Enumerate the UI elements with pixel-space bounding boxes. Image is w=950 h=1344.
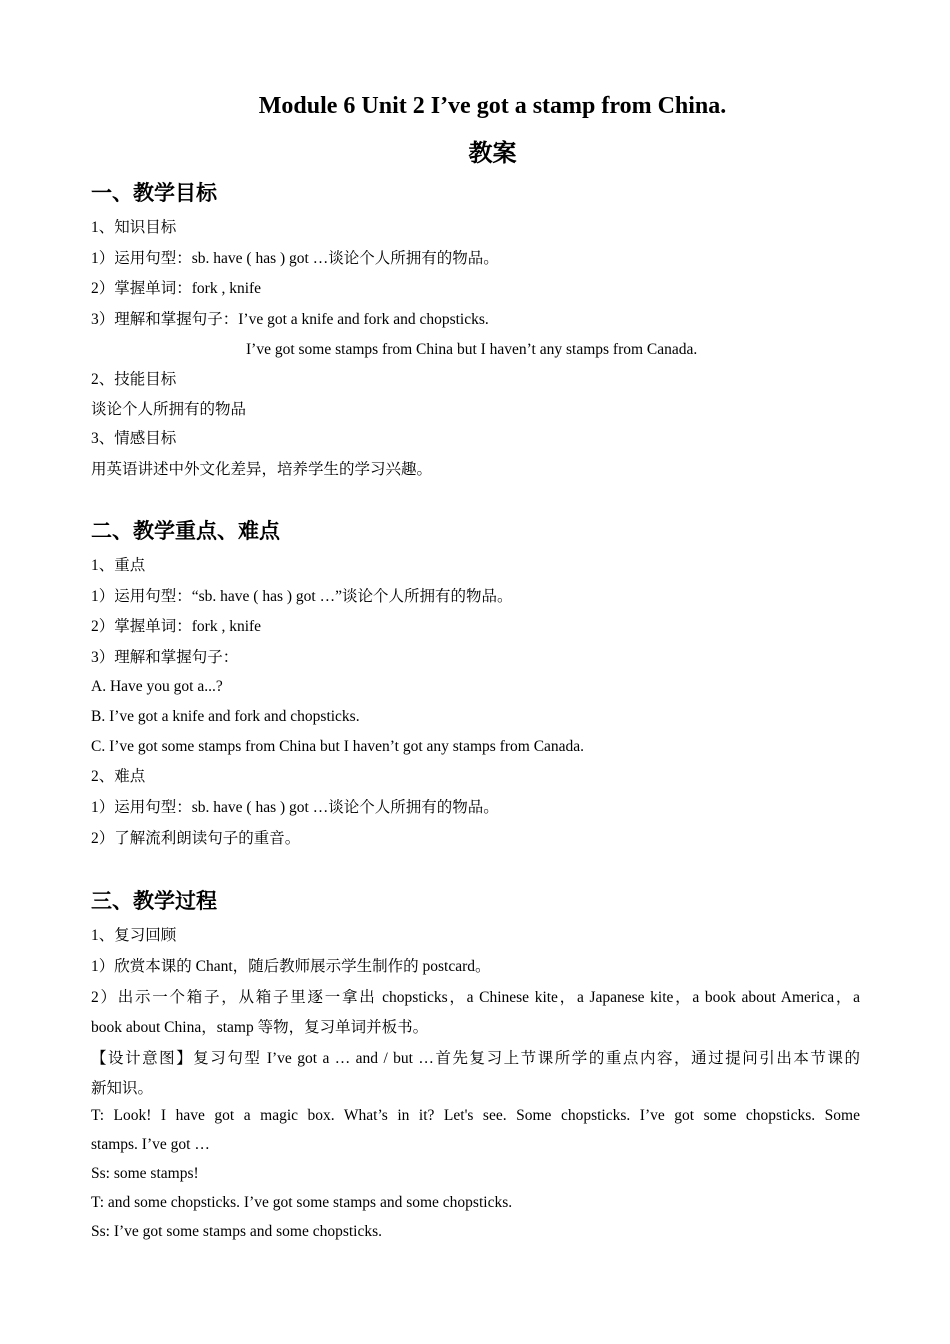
paragraph-line: 3）理解和掌握句子：I’ve got a knife and fork and chopsticks. bbox=[91, 311, 489, 328]
section-heading-process: 三、教学过程 bbox=[91, 889, 217, 913]
dialogue-line: T: and some chopsticks. I’ve got some stamps and some chopsticks. bbox=[91, 1194, 513, 1211]
document-subtitle: 教案 bbox=[468, 141, 517, 167]
paragraph-line: 新知识。 bbox=[91, 1080, 154, 1097]
paragraph-line: 3）理解和掌握句子： bbox=[91, 649, 239, 666]
paragraph-line: 2）了解流利朗读句子的重音。 bbox=[91, 830, 301, 847]
paragraph-line: 用英语讲述中外文化差异，培养学生的学习兴趣。 bbox=[91, 461, 433, 478]
paragraph-line: 【设计意图】复习句型 I’ve got a … and / but …首先复习上节课所学的重点内容，通过提问引出本节课的 bbox=[91, 1050, 860, 1067]
paragraph-line: 2）掌握单词：fork , knife bbox=[91, 618, 262, 635]
paragraph-line: B. I’ve got a knife and fork and chopsticks. bbox=[91, 708, 360, 725]
dialogue-line: T: Look! I have got a magic box. What’s in it? Let's see. Some chopsticks. I’ve got some chopsticks. Some bbox=[91, 1107, 860, 1124]
paragraph-line: 3、情感目标 bbox=[91, 430, 177, 447]
paragraph-line: 1、重点 bbox=[91, 557, 146, 574]
paragraph-line: book about China，stamp 等物，复习单词并板书。 bbox=[91, 1019, 429, 1036]
paragraph-line: 2）掌握单词：fork , knife bbox=[91, 280, 262, 297]
section-heading-objectives: 一、教学目标 bbox=[91, 181, 217, 205]
paragraph-line: 2、难点 bbox=[91, 768, 146, 785]
paragraph-line: 1）运用句型：sb. have ( has ) got …谈论个人所拥有的物品。 bbox=[91, 799, 499, 816]
paragraph-line: 1、复习回顾 bbox=[91, 927, 177, 944]
paragraph-line: 1）运用句型：“sb. have ( has ) got …”谈论个人所拥有的物品。 bbox=[91, 588, 513, 605]
document-title: Module 6 Unit 2 I’ve got a stamp from China. bbox=[258, 93, 727, 119]
dialogue-line: stamps. I’ve got … bbox=[91, 1136, 210, 1153]
paragraph-line: I’ve got some stamps from China but I haven’t any stamps from Canada. bbox=[246, 341, 698, 358]
paragraph-line: 1、知识目标 bbox=[91, 219, 177, 236]
paragraph-line: 2）出示一个箱子，从箱子里逐一拿出 chopsticks，a Chinese kite，a Japanese kite，a book about America，a bbox=[91, 989, 860, 1006]
paragraph-line: A. Have you got a...? bbox=[91, 678, 223, 695]
paragraph-line: 2、技能目标 bbox=[91, 371, 177, 388]
paragraph-line: C. I’ve got some stamps from China but I haven’t got any stamps from Canada. bbox=[91, 738, 585, 755]
dialogue-line: Ss: I’ve got some stamps and some chopsticks. bbox=[91, 1223, 383, 1240]
paragraph-line: 1）运用句型：sb. have ( has ) got …谈论个人所拥有的物品。 bbox=[91, 250, 499, 267]
section-heading-key-points: 二、教学重点、难点 bbox=[91, 519, 280, 543]
paragraph-line: 1）欣赏本课的 Chant，随后教师展示学生制作的 postcard。 bbox=[91, 958, 491, 975]
paragraph-line: 谈论个人所拥有的物品 bbox=[91, 401, 247, 418]
dialogue-line: Ss: some stamps! bbox=[91, 1165, 199, 1182]
